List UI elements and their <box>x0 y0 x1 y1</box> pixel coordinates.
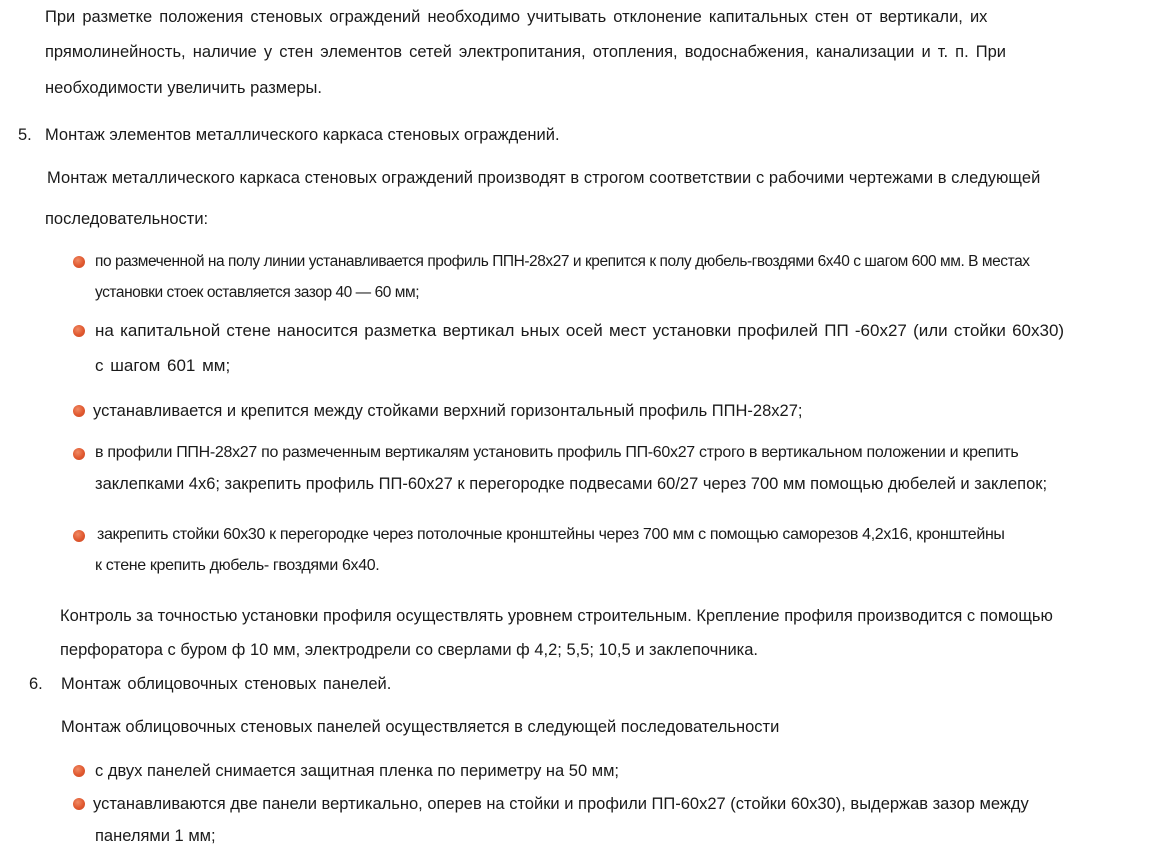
section-6-number: 6. <box>29 675 43 693</box>
list-item-6-2-line-1: устанавливаются две панели вертикально, оперев на стойки и профили ПП-60х27 (стойки 60х30), выдержав зазор между <box>93 795 1029 813</box>
bullet-icon <box>73 325 85 337</box>
bullet-icon <box>73 256 85 268</box>
section-6-para-line-1: Монтаж облицовочных стеновых панелей осуществляется в следующей последовательности <box>61 718 780 736</box>
list-item-5-4-line-2: заклепками 4х6; закрепить профиль ПП-60х27 к перегородке подвесами 60/27 через 700 мм помощью дюбелей и заклепок; <box>95 475 1048 493</box>
list-item-5-5-line-2: к стене крепить дюбель- гвоздями 6х40. <box>95 557 380 574</box>
list-item-5-5-line-1: закрепить стойки 60х30 к перегородке через потолочные кронштейны через 700 мм с помощью саморезов 4,2х16, кронштейны <box>97 526 1005 543</box>
bullet-icon <box>73 798 85 810</box>
section-5-number: 5. <box>18 126 32 144</box>
intro-line-3: необходимости увеличить размеры. <box>45 79 322 97</box>
intro-line-2: прямолинейность, наличие у стен элементов сетей электропитания, отопления, водоснабжения, канализации и т. п. При <box>45 43 1007 61</box>
section-6-heading: Монтаж облицовочных стеновых панелей. <box>61 675 392 693</box>
bullet-icon <box>73 405 85 417</box>
list-item-6-1-line-1: с двух панелей снимается защитная пленка по периметру на 50 мм; <box>95 762 620 780</box>
bullet-icon <box>73 448 85 460</box>
list-item-5-2-line-2: с шагом 601 мм; <box>95 356 231 375</box>
control-line-2: перфоратора с буром ф 10 мм, электродрели со сверлами ф 4,2; 5,5; 10,5 и заклепочника. <box>60 641 759 659</box>
list-item-6-2-line-2: панелями 1 мм; <box>95 827 216 845</box>
intro-line-1: При разметке положения стеновых ограждений необходимо учитывать отклонение капитальных стен от вертикали, их <box>45 8 988 26</box>
control-line-1: Контроль за точностью установки профиля осуществлять уровнем строительным. Крепление профиля производится с помощью <box>60 607 1053 625</box>
list-item-5-1-line-1: по размеченной на полу линии устанавливается профиль ППН-28х27 и крепится к полу дюбель-гвоздями 6х40 с шагом 600 мм. В местах <box>95 253 1030 270</box>
bullet-icon <box>73 765 85 777</box>
bullet-icon <box>73 530 85 542</box>
section-5-heading: Монтаж элементов металлического каркаса стеновых ограждений. <box>45 126 560 144</box>
list-item-5-1-line-2: установки стоек оставляется зазор 40 — 60 мм; <box>95 284 420 301</box>
section-5-para-line-2: последовательности: <box>45 210 209 228</box>
list-item-5-2-line-1: на капитальной стене наносится разметка вертикал ьных осей мест установки профилей ПП -60х27 (или стойки 60х30) <box>95 321 1065 340</box>
section-5-para-line-1: Монтаж металлического каркаса стеновых ограждений производят в строгом соответствии с рабочими чертежами в следующей <box>47 169 1041 187</box>
list-item-5-3-line-1: устанавливается и крепится между стойками верхний горизонтальный профиль ППН-28х27; <box>93 402 803 420</box>
list-item-5-4-line-1: в профили ППН-28х27 по размеченным вертикалям установить профиль ПП-60х27 строго в вертикальном положении и крепить <box>95 444 1019 461</box>
